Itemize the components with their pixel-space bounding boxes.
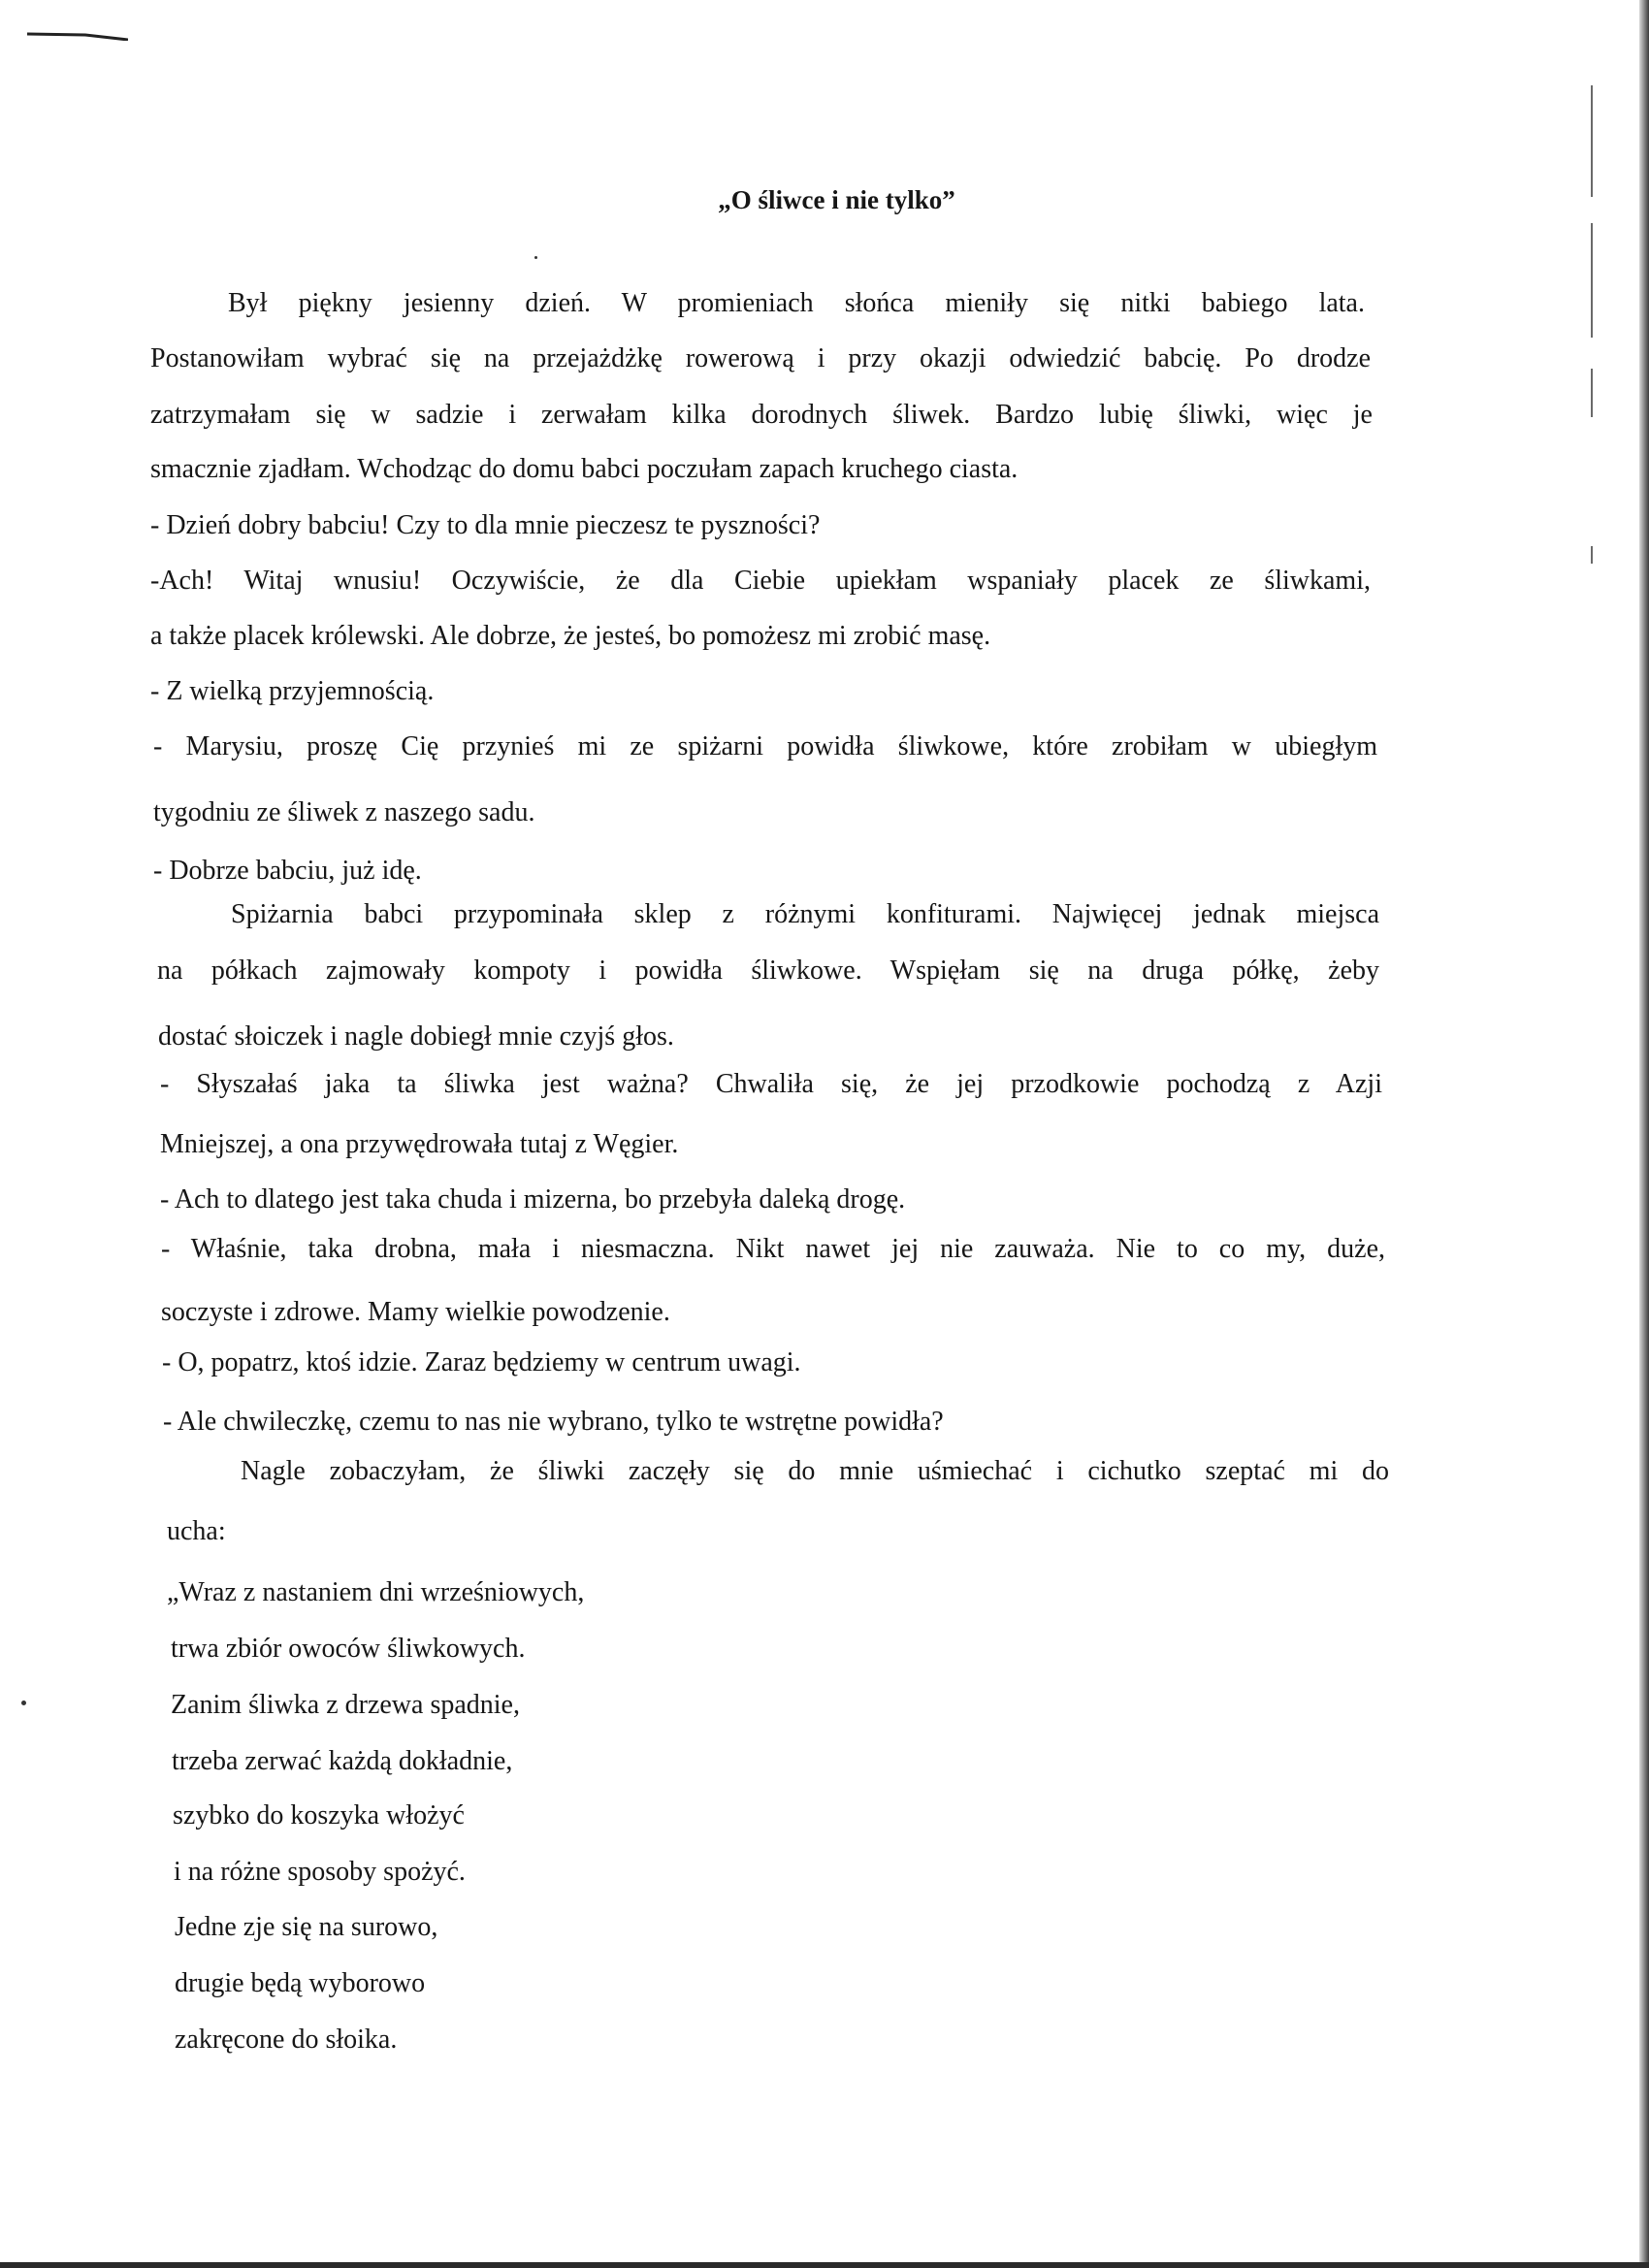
text-line: - Dzień dobry babciu! Czy to dla mnie pieczesz te pyszności? [150, 510, 821, 540]
text-line: - Słyszałaś jaka ta śliwka jest ważna? Chwaliła się, że jej przodkowie pochodzą z Azji [160, 1069, 1382, 1099]
text-line: na półkach zajmowały kompoty i powidła śliwkowe. Wspięłam się na druga półkę, żeby [157, 956, 1379, 986]
scan-margin-line [1591, 369, 1593, 417]
text-line: - Właśnie, taka drobna, mała i niesmaczna. Nikt nawet jej nie zauważa. Nie to co my, duże, [161, 1234, 1385, 1264]
poem-line: Zanim śliwka z drzewa spadnie, [171, 1690, 520, 1720]
text-line: Postanowiłam wybrać się na przejażdżkę rowerową i przy okazji odwiedzić babcię. Po drodze [150, 343, 1371, 373]
poem-line: Jedne zje się na surowo, [175, 1912, 438, 1942]
text-line: ucha: [167, 1516, 226, 1546]
poem-line: drugie będą wyborowo [175, 1968, 426, 1998]
text-line: -Ach! Witaj wnusiu! Oczywiście, że dla Ciebie upiekłam wspaniały placek ze śliwkami, [150, 566, 1371, 596]
scan-margin-line [1591, 546, 1593, 564]
poem-line: i na różne sposoby spożyć. [174, 1857, 466, 1887]
poem-line: trzeba zerwać każdą dokładnie, [172, 1746, 513, 1776]
text-line: zatrzymałam się w sadzie i zerwałam kilka dorodnych śliwek. Bardzo lubię śliwki, więc je [150, 400, 1373, 430]
text-line: - Z wielką przyjemnością. [150, 676, 435, 706]
text-line: dostać słoiczek i nagle dobiegł mnie czyjś głos. [158, 1021, 674, 1052]
text-line: Spiżarnia babci przypominała sklep z różnymi konfiturami. Najwięcej jednak miejsca [231, 899, 1379, 929]
text-line: soczyste i zdrowe. Mamy wielkie powodzenie. [161, 1297, 670, 1327]
text-line: Mniejszej, a ona przywędrowała tutaj z Węgier. [160, 1129, 679, 1159]
scan-speck [534, 256, 537, 259]
scan-mark-icon [27, 31, 128, 41]
scan-edge-right [1639, 0, 1649, 2268]
document-title: „O śliwce i nie tylko” [718, 185, 955, 214]
scan-margin-line [1591, 223, 1593, 338]
text-line: Nagle zobaczyłam, że śliwki zaczęły się do mnie uśmiechać i cichutko szeptać mi do [241, 1456, 1389, 1486]
poem-line: zakręcone do słoika. [175, 2025, 398, 2055]
text-line: Był piękny jesienny dzień. W promieniach słońca mieniły się nitki babiego lata. [228, 288, 1365, 318]
text-line: tygodniu ze śliwek z naszego sadu. [153, 797, 535, 827]
poem-line: trwa zbiór owoców śliwkowych. [171, 1634, 526, 1664]
text-line: - Ach to dlatego jest taka chuda i mizerna, bo przebyła daleką drogę. [160, 1184, 906, 1215]
poem-line: „Wraz z nastaniem dni wrześniowych, [167, 1577, 585, 1607]
scan-edge-bottom [0, 2262, 1649, 2268]
poem-line: szybko do koszyka włożyć [173, 1800, 465, 1831]
text-line: a także placek królewski. Ale dobrze, że jesteś, bo pomożesz mi zrobić masę. [150, 621, 991, 651]
text-line: - Marysiu, proszę Cię przynieś mi ze spiżarni powidła śliwkowe, które zrobiłam w ubiegłym [153, 731, 1377, 761]
text-line: - Dobrze babciu, już idę. [153, 856, 422, 886]
text-line: - O, popatrz, ktoś idzie. Zaraz będziemy w centrum uwagi. [162, 1347, 801, 1377]
text-line: - Ale chwileczkę, czemu to nas nie wybrano, tylko te wstrętne powidła? [163, 1407, 944, 1437]
text-line: smacznie zjadłam. Wchodząc do domu babci poczułam zapach kruchego ciasta. [150, 454, 1018, 484]
scan-speck [21, 1701, 26, 1705]
